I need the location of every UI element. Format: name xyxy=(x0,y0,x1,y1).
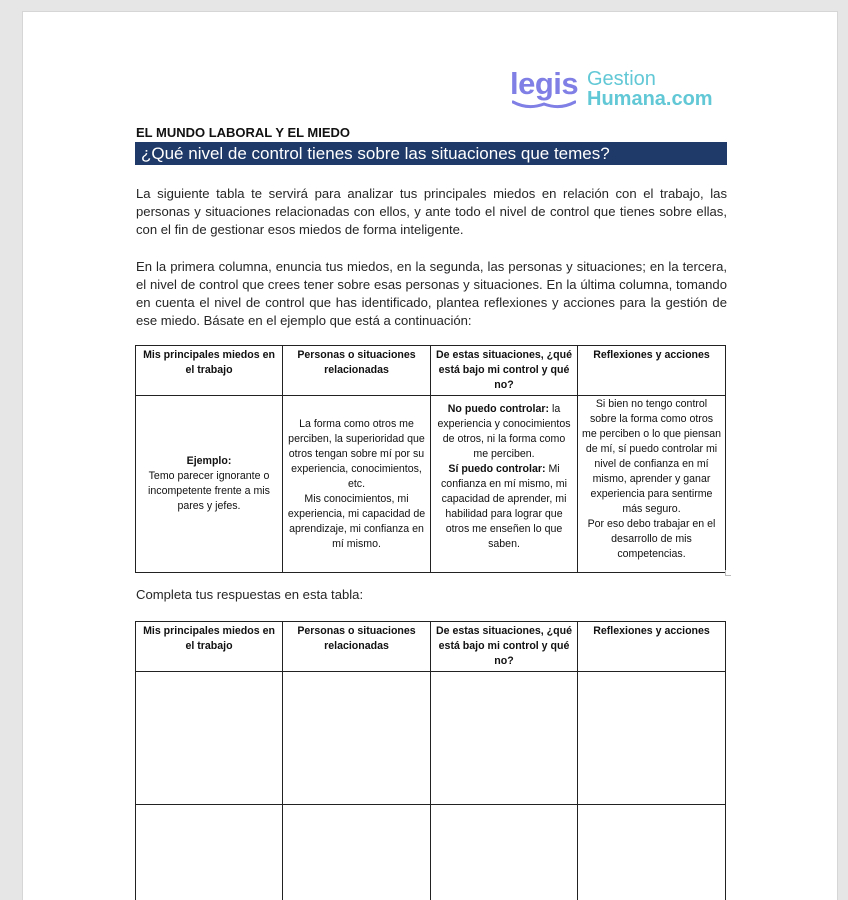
instructions-paragraph: En la primera columna, enuncia tus miedos, en la segunda, las personas y situaciones; en la tercera, el nivel de control que crees tener sobre esas personas y situaciones. En la última columna, tomando en cuenta el nivel de control que has identificado, plantea reflexiones y acciones para la gestión de ese miedo. Básate en el ejemplo que está a continuación: xyxy=(136,259,727,328)
legis-gestion-humana-logo xyxy=(510,67,730,115)
example-fear-text: Temo parecer ignorante o incompetente frente a mis pares y jefes. xyxy=(148,470,270,512)
column-header-situations: Personas o situaciones relacionadas xyxy=(283,622,431,672)
answer-cell[interactable] xyxy=(578,805,726,900)
answer-cell[interactable] xyxy=(136,672,283,805)
example-reflections-cell[interactable] xyxy=(578,396,726,573)
logo-legis-text: legis xyxy=(510,66,579,101)
document-heading: EL MUNDO LABORAL Y EL MIEDO xyxy=(136,125,351,140)
answer-cell[interactable] xyxy=(431,672,578,805)
open-book-icon xyxy=(512,100,576,112)
example-situations-text-2: Mis conocimientos, mi experiencia, mi capacidad de aprendizaje, mi confianza en mí mismo. xyxy=(287,492,426,550)
table-header-row xyxy=(136,346,726,396)
document-page xyxy=(22,11,838,900)
table-row xyxy=(136,396,726,573)
table-caption: Completa tus respuestas en esta tabla: xyxy=(136,587,364,602)
logo-gestion-text: Gestion xyxy=(587,68,656,90)
column-header-control: De estas situaciones, ¿qué está bajo mi control y qué no? xyxy=(431,622,578,672)
table-row xyxy=(136,672,726,805)
control-label: Sí puedo controlar: xyxy=(448,463,546,475)
no-control-text: la experiencia y conocimientos de otros, ni la forma como me perciben. xyxy=(437,403,571,460)
control-text: Mi confianza en mí mismo, mi capacidad de aprender, mi habilidad para lograr que otros me enseñen lo que saben. xyxy=(441,463,567,550)
table-row xyxy=(136,805,726,900)
example-control-cell[interactable] xyxy=(431,396,578,573)
column-header-fears: Mis principales miedos en el trabajo xyxy=(136,346,283,396)
logo-humana-text: Humana.com xyxy=(587,88,713,110)
column-header-situations: Personas o situaciones relacionadas xyxy=(283,346,431,396)
column-header-reflections: Reflexiones y acciones xyxy=(578,346,726,396)
column-header-fears: Mis principales miedos en el trabajo xyxy=(136,622,283,672)
column-header-control: De estas situaciones, ¿qué está bajo mi control y qué no? xyxy=(431,346,578,396)
answer-cell[interactable] xyxy=(136,805,283,900)
no-control-label: No puedo controlar: xyxy=(447,403,550,415)
column-header-reflections: Reflexiones y acciones xyxy=(578,622,726,672)
intro-paragraph: La siguiente tabla te servirá para analizar tus principales miedos en relación con el trabajo, las personas y situaciones relacionadas con ellos, y ante todo el nivel de control que tienes sobre ellas, con el fin de gestionar esos miedos de forma inteligente. xyxy=(136,186,727,237)
example-situations-cell[interactable] xyxy=(283,396,431,573)
example-situations-text-1: La forma como otros me perciben, la superioridad que otros tengan sobre mí por su experiencia, conocimientos, etc. xyxy=(288,417,425,490)
table-end-marker xyxy=(725,570,731,576)
example-reflection-text-2: Por eso debo trabajar en el desarrollo de mis competencias. xyxy=(587,518,716,560)
answer-cell[interactable] xyxy=(431,805,578,900)
example-reflection-text-1: Si bien no tengo control sobre la forma como otros me perciben o lo que piensan de mí, sí puedo controlar mi nivel de confianza en mí mismo, aprender y ganar experiencia para sentirme más seguro. xyxy=(582,398,721,515)
example-fear-cell[interactable] xyxy=(136,396,283,573)
example-label: Ejemplo: xyxy=(186,455,232,467)
answer-cell[interactable] xyxy=(283,672,431,805)
answer-cell[interactable] xyxy=(578,672,726,805)
answer-cell[interactable] xyxy=(283,805,431,900)
answer-table xyxy=(135,621,726,900)
title-banner: ¿Qué nivel de control tienes sobre las situaciones que temes? xyxy=(135,142,727,165)
table-header-row xyxy=(136,622,726,672)
example-table xyxy=(135,345,726,573)
